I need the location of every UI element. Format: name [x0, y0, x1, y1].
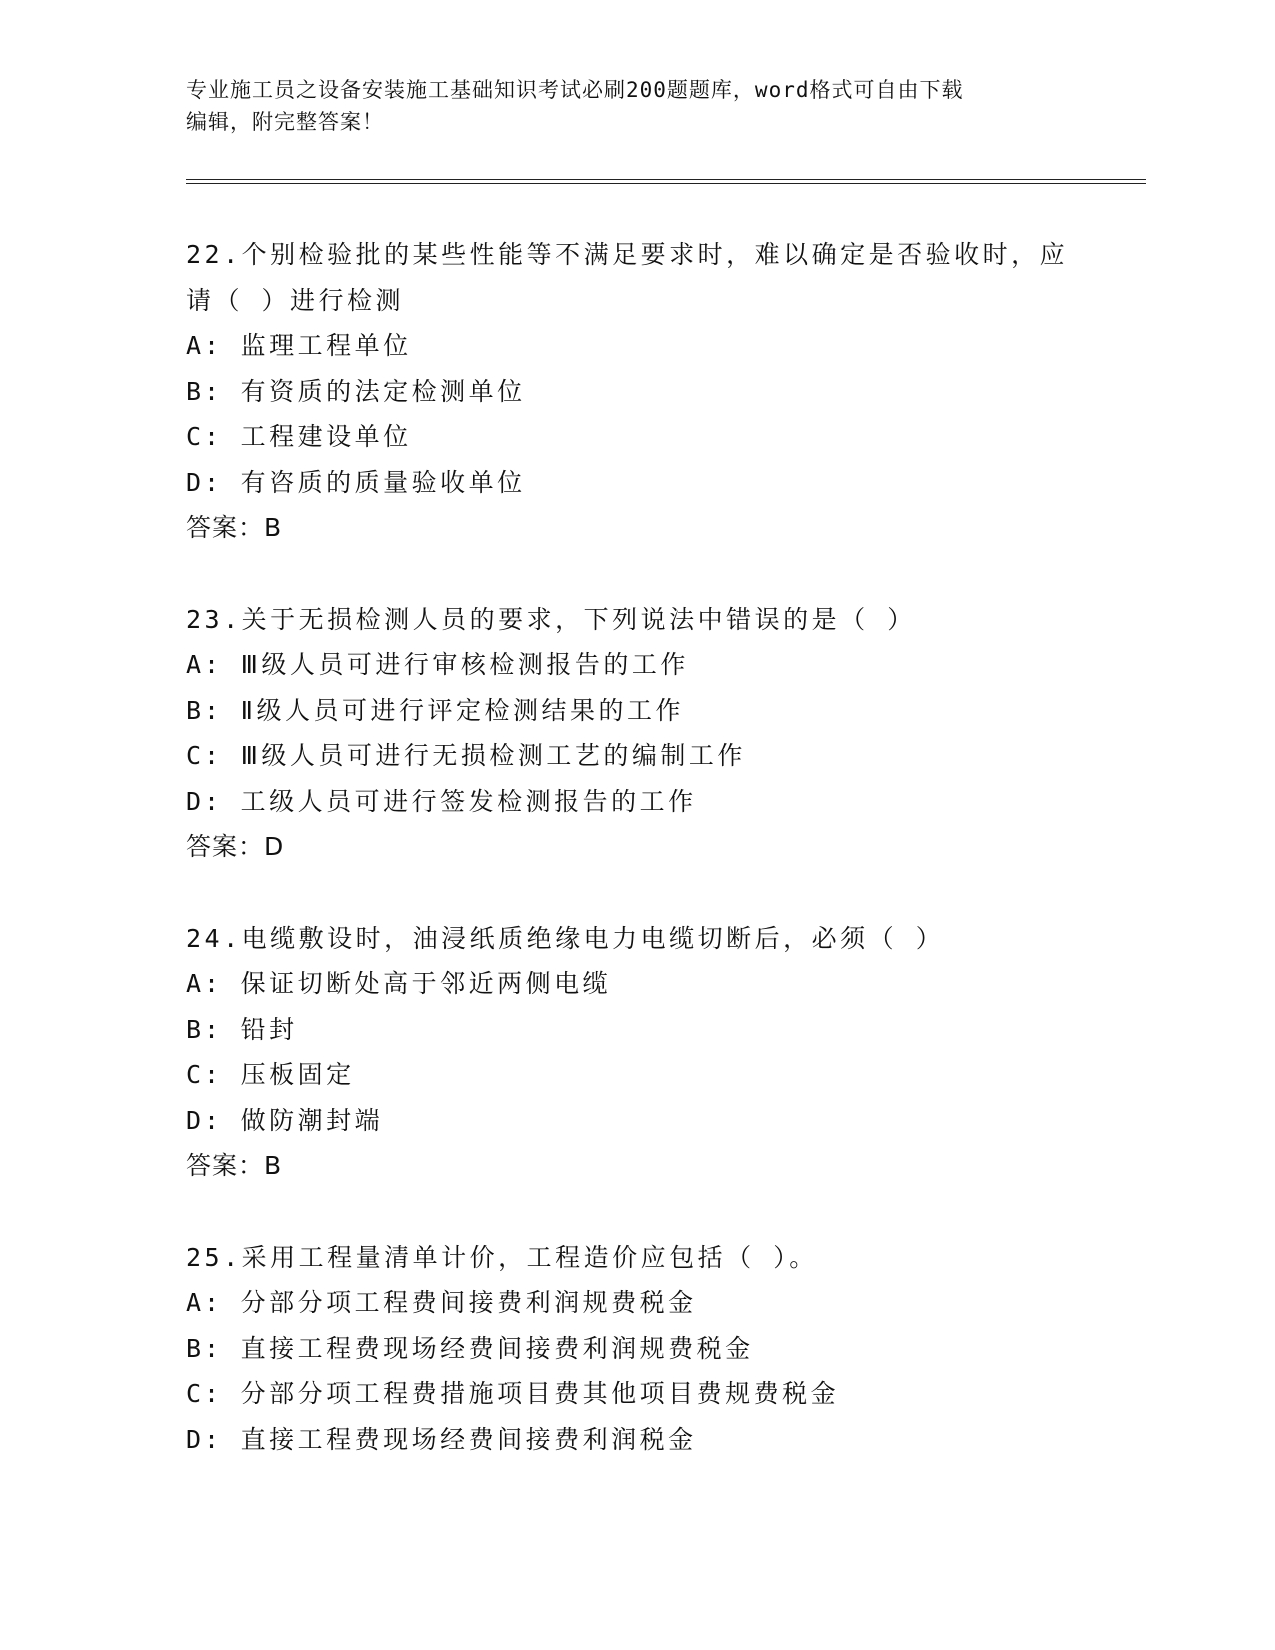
- option-letter: A:: [186, 969, 223, 998]
- option-letter: B:: [186, 695, 223, 725]
- option-b: [186, 1007, 1086, 1053]
- option-b: [186, 688, 1086, 734]
- option-text: 有资质的法定检测单位: [240, 376, 526, 406]
- option-text: Ⅱ级人员可进行评定检测结果的工作: [240, 695, 684, 725]
- option-letter: D:: [186, 467, 223, 497]
- option-letter: D:: [186, 786, 223, 816]
- option-letter: B:: [186, 1333, 223, 1363]
- option-b: [186, 1326, 1086, 1372]
- option-text: 压板固定: [240, 1060, 355, 1089]
- option-text: 保证切断处高于邻近两侧电缆: [240, 969, 612, 998]
- question-list: [186, 232, 1086, 1508]
- header-line-2: 编辑，附完整答案！: [186, 110, 384, 134]
- header-divider-top: [186, 179, 1146, 180]
- answer-line: 答案：B: [186, 513, 283, 542]
- option-d: [186, 460, 1086, 506]
- option-d: [186, 779, 1086, 825]
- option-c: [186, 1371, 1086, 1417]
- option-letter: B:: [186, 1014, 223, 1044]
- question-24: [186, 916, 1086, 1189]
- question-23: [186, 597, 1086, 870]
- option-letter: A:: [186, 1288, 223, 1317]
- option-b: [186, 369, 1086, 415]
- option-text: 有咨质的质量验收单位: [240, 467, 526, 497]
- option-a: [186, 642, 1086, 688]
- header-divider-bottom: [186, 183, 1146, 184]
- option-a: [186, 323, 1086, 369]
- option-c: [186, 414, 1086, 460]
- question-text-line: 25.采用工程量清单计价，工程造价应包括（ ）。: [186, 1242, 818, 1272]
- option-letter: C:: [186, 422, 223, 451]
- option-letter: D:: [186, 1105, 223, 1135]
- option-text: 直接工程费现场经费间接费利润税金: [240, 1424, 697, 1454]
- option-d: [186, 1098, 1086, 1144]
- document-header: [186, 74, 1066, 138]
- option-c: [186, 733, 1086, 779]
- option-letter: B:: [186, 376, 223, 406]
- option-text: 工程建设单位: [240, 422, 412, 451]
- option-letter: A:: [186, 650, 223, 679]
- option-letter: C:: [186, 741, 223, 770]
- option-text: Ⅲ级人员可进行无损检测工艺的编制工作: [240, 741, 746, 770]
- option-c: [186, 1052, 1086, 1098]
- header-line-1: 专业施工员之设备安装施工基础知识考试必刷200题题库，word格式可自由下载: [186, 78, 964, 102]
- option-text: 监理工程单位: [240, 331, 412, 360]
- option-letter: C:: [186, 1379, 223, 1408]
- option-letter: A:: [186, 331, 223, 360]
- option-a: [186, 961, 1086, 1007]
- option-letter: C:: [186, 1060, 223, 1089]
- answer-line: 答案：B: [186, 1151, 283, 1180]
- question-text-line: 23.关于无损检测人员的要求，下列说法中错误的是（ ）: [186, 604, 916, 634]
- option-text: 直接工程费现场经费间接费利润规费税金: [240, 1333, 754, 1363]
- option-text: 分部分项工程费间接费利润规费税金: [240, 1288, 697, 1317]
- option-text: 铅封: [240, 1014, 298, 1044]
- option-letter: D:: [186, 1424, 223, 1454]
- option-text: 做防潮封端: [240, 1105, 384, 1135]
- question-text-line: 22.个别检验批的某些性能等不满足要求时，难以确定是否验收时，应: [186, 240, 1069, 269]
- option-text: 工级人员可进行签发检测报告的工作: [240, 786, 697, 816]
- option-text: Ⅲ级人员可进行审核检测报告的工作: [240, 650, 689, 679]
- question-22: [186, 232, 1086, 551]
- question-text-line: 请（ ）进行检测: [186, 285, 405, 315]
- option-text: 分部分项工程费措施项目费其他项目费规费税金: [240, 1379, 840, 1408]
- option-d: [186, 1417, 1086, 1463]
- option-a: [186, 1280, 1086, 1326]
- answer-line: 答案：D: [186, 832, 285, 861]
- question-text-line: 24.电缆敷设时，油浸纸质绝缘电力电缆切断后，必须（ ）: [186, 923, 945, 953]
- question-25: [186, 1235, 1086, 1463]
